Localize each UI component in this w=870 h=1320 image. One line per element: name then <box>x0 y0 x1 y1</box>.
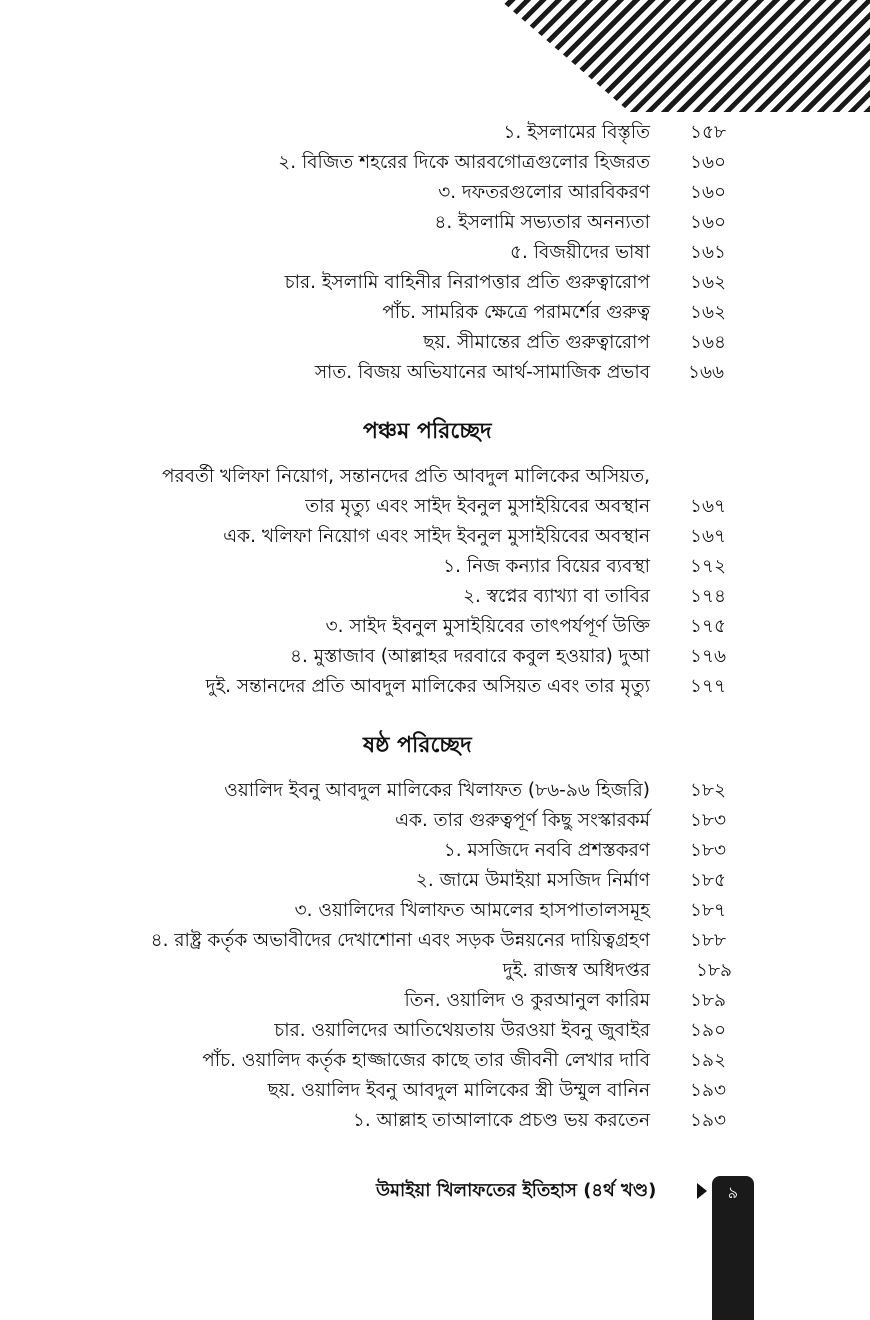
toc-entry[interactable] <box>0 298 870 328</box>
toc-entry-title: ৩. ওয়ালিদের খিলাফত আমলের হাসপাতালসমূহ <box>294 900 650 921</box>
toc-entry-title: ১. মসজিদে নববি প্রশস্তকরণ <box>443 840 650 861</box>
toc-entry-title: দুই. রাজস্ব অধিদপ্তর <box>502 960 650 981</box>
toc-entry-page: ১৮৮ <box>690 930 727 951</box>
toc-entry-page: ১৬০ <box>690 182 727 203</box>
toc-entry[interactable] <box>0 208 870 238</box>
toc-entry-title: ছয়. সীমান্তের প্রতি গুরুত্বারোপ <box>423 332 650 353</box>
toc-entry-title: তিন. ওয়ালিদ ও কুরআনুল কারিম <box>404 990 650 1011</box>
toc-entry[interactable] <box>0 1106 870 1136</box>
decorative-stripes <box>500 0 870 112</box>
toc-entry-page: ১৬৭ <box>690 496 727 517</box>
toc-entry-page: ১৬২ <box>690 272 727 293</box>
toc-entry-page: ১৬০ <box>690 212 727 233</box>
toc-entry[interactable] <box>0 612 870 642</box>
toc-entry-title: ১. ইসলামের বিস্তৃতি <box>503 122 650 143</box>
toc-entry-page: ১৯৩ <box>690 1110 727 1131</box>
page-number-tab <box>712 1176 754 1320</box>
toc-entry-page: ১৬০ <box>690 152 727 173</box>
toc-entry-title: পাঁচ. ওয়ালিদ কর্তৃক হাজ্জাজের কাছে তার জীবনী লেখার দাবি <box>202 1050 650 1071</box>
toc-entry[interactable] <box>0 926 870 956</box>
toc-entry-title: ৪. রাষ্ট্র কর্তৃক অভাবীদের দেখাশোনা এবং সড়ক উন্নয়নের দায়িত্বগ্রহণ <box>150 930 650 951</box>
toc-entry[interactable] <box>0 896 870 926</box>
toc-entry[interactable] <box>0 552 870 582</box>
toc-entry-page: ১৯৩ <box>690 1080 727 1101</box>
toc-entry-title: ২. স্বপ্নের ব্যাখ্যা বা তাবির <box>462 586 650 607</box>
toc-entry-title: ৩. সাইদ ইবনুল মুসাইয়িবের তাৎপর্যপূর্ণ উক্তি <box>325 616 650 637</box>
toc-entry-page: ১৮৩ <box>690 810 727 831</box>
toc-entry-title: ৪. ইসলামি সভ্যতার অনন্যতা <box>434 212 650 233</box>
toc-entry-page: ১৭৬ <box>690 646 727 667</box>
toc-entry-page: ১৬১ <box>690 242 727 263</box>
chapter-heading: ষষ্ঠ পরিচ্ছেদ <box>363 733 472 758</box>
toc-entry-page: ১৬৬ <box>688 362 725 383</box>
toc-entry[interactable] <box>0 1016 870 1046</box>
toc-entry-title: ১. আল্লাহ তাআলাকে প্রচণ্ড ভয় করতেন <box>352 1110 650 1131</box>
toc-entry-page: ১৯০ <box>690 1020 727 1041</box>
toc-entry[interactable] <box>0 492 870 522</box>
toc-entry-page: ১৬২ <box>690 302 727 323</box>
toc-entry-lead <box>0 462 870 492</box>
running-footer-book-title: উমাইয়া খিলাফতের ইতিহাস (৪র্থ খণ্ড) <box>376 1180 657 1201</box>
toc-entry[interactable] <box>0 118 870 148</box>
toc-entry-page: ১৮৯ <box>696 960 733 981</box>
chapter-heading: পঞ্চম পরিচ্ছেদ <box>363 419 492 444</box>
toc-entry[interactable] <box>0 1046 870 1076</box>
toc-entry[interactable] <box>0 806 870 836</box>
toc-entry-page: ১৬৭ <box>690 526 727 547</box>
toc-entry-title: সাত. বিজয় অভিযানের আর্থ-সামাজিক প্রভাব <box>314 362 650 383</box>
toc-entry-title: এক. খলিফা নিয়োগ এবং সাইদ ইবনুল মুসাইয়িবের অবস্থান <box>223 526 650 547</box>
toc-entry-title: ২. বিজিত শহরের দিকে আরবগোত্রগুলোর হিজরত <box>278 152 650 173</box>
toc-entry-page: ১৭৫ <box>690 616 727 637</box>
page-number: ৯ <box>727 1183 739 1202</box>
toc-entry-title: দুই. সন্তানদের প্রতি আবদুল মালিকের অসিয়ত এবং তার মৃত্যু <box>205 676 650 697</box>
toc-entry-page: ১৬৪ <box>690 332 727 353</box>
toc-entry-page: ১৮২ <box>690 780 727 801</box>
toc-entry[interactable] <box>0 238 870 268</box>
toc-entry-page: ১৭৪ <box>690 586 727 607</box>
toc-entry-page: ১৫৮ <box>690 122 727 143</box>
toc-entry[interactable] <box>0 328 870 358</box>
toc-entry-title: পরবর্তী খলিফা নিয়োগ, সন্তানদের প্রতি আবদুল মালিকের অসিয়ত, <box>161 466 650 487</box>
toc-entry[interactable] <box>0 986 870 1016</box>
toc-entry-title: এক. তার গুরুত্বপূর্ণ কিছু সংস্কারকর্ম <box>394 810 650 831</box>
toc-entry-page: ১৭২ <box>690 556 727 577</box>
table-of-contents <box>0 118 870 1136</box>
toc-entry-title: ওয়ালিদ ইবনু আবদুল মালিকের খিলাফত (৮৬-৯৬ হিজরি) <box>224 780 650 801</box>
toc-entry[interactable] <box>0 1076 870 1106</box>
toc-entry-page: ১৯২ <box>690 1050 727 1071</box>
toc-entry[interactable] <box>0 642 870 672</box>
toc-entry-page: ১৮৫ <box>690 870 727 891</box>
toc-entry[interactable] <box>0 836 870 866</box>
toc-entry-title: ৩. দফতরগুলোর আরবিকরণ <box>438 182 650 203</box>
toc-entry[interactable] <box>0 268 870 298</box>
toc-entry-title: ৫. বিজয়ীদের ভাষা <box>509 242 650 263</box>
toc-entry-title: ৪. মুস্তাজাব (আল্লাহর দরবারে কবুল হওয়ার) দুআ <box>289 646 650 667</box>
toc-entry-page: ১৮৭ <box>690 900 727 921</box>
toc-entry[interactable] <box>0 956 870 986</box>
toc-entry[interactable] <box>0 178 870 208</box>
toc-entry-title: ১. নিজ কন্যার বিয়ের ব্যবস্থা <box>443 556 650 577</box>
toc-entry-title: ছয়. ওয়ালিদ ইবনু আবদুল মালিকের স্ত্রী উম্মুল বানিন <box>267 1080 650 1101</box>
toc-entry[interactable] <box>0 582 870 612</box>
toc-entry[interactable] <box>0 148 870 178</box>
toc-entry-title: চার. ইসলামি বাহিনীর নিরাপত্তার প্রতি গুরুত্বারোপ <box>284 272 650 293</box>
toc-entry[interactable] <box>0 672 870 702</box>
toc-entry[interactable] <box>0 866 870 896</box>
toc-entry[interactable] <box>0 776 870 806</box>
toc-entry-title: চার. ওয়ালিদের আতিথেয়তায় উরওয়া ইবনু জুবাইর <box>274 1020 650 1041</box>
toc-entry[interactable] <box>0 522 870 552</box>
toc-entry-page: ১৮৯ <box>690 990 727 1011</box>
toc-entry[interactable] <box>0 358 870 388</box>
triangle-arrow-icon <box>697 1183 707 1199</box>
toc-entry-title: তার মৃত্যু এবং সাইদ ইবনুল মুসাইয়িবের অবস্থান <box>305 496 650 517</box>
toc-entry-title: পাঁচ. সামরিক ক্ষেত্রে পরামর্শের গুরুত্ব <box>382 302 650 323</box>
toc-entry-page: ১৭৭ <box>690 676 727 697</box>
toc-entry-title: ২. জামে উমাইয়া মসজিদ নির্মাণ <box>415 870 650 891</box>
toc-entry-page: ১৮৩ <box>690 840 727 861</box>
